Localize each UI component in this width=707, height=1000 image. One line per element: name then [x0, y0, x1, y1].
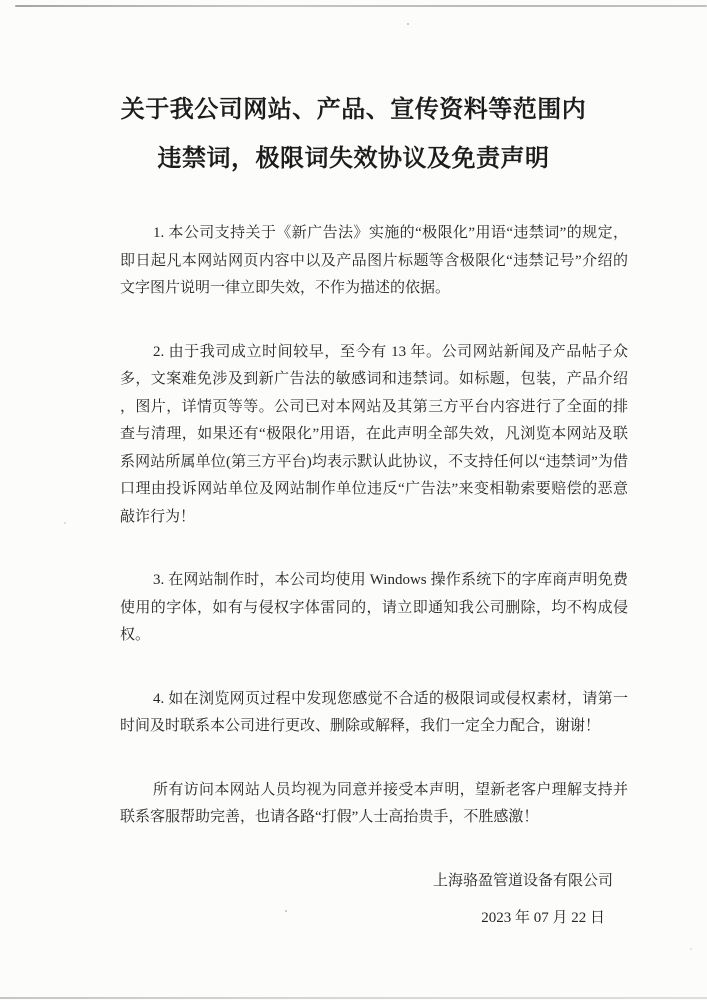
paragraph-2-cleanup-disclaimer: 2. 由于我司成立时间较早，至今有 13 年。公司网站新闻及产品帖子众多，文案难免涉及到新广告法的敏感词和违禁词。如标题，包装，产品介绍 ，图片，详情页等等。公司已对本网站及其第三方平台内容进行了全面的排查与清理，如果还有“极限化”用语，在此声明全部失效，凡浏览本网站及联系网站所属单位(第三方平台)均表示默认此协议，不支持任何以“违禁词”为借口理由投诉网站单位及网站制作单位违反“广告法”来变相勒索要赔偿的恶意敲诈行为！ [120, 343, 628, 525]
document-body [120, 220, 628, 832]
scan-speck [407, 23, 409, 25]
scanner-edge-top-line [15, 5, 707, 7]
signature-date: 2023 年 07 月 22 日 [481, 909, 605, 926]
scanner-edge-bottom-line [0, 997, 707, 999]
paragraph-1-regulation-statement: 1. 本公司支持关于《新广告法》实施的“极限化”用语“违禁词”的规定，即日起凡本网站网页内容中以及产品图片标题等含极限化“违禁记号”介绍的文字图片说明一律立即失效，不作为描述的依据。 [120, 225, 628, 296]
page-title-line-2: 违禁词，极限词失效协议及免责声明 [157, 146, 550, 172]
scan-speck [285, 910, 287, 912]
company-name: 上海骆盈管道设备有限公司 [432, 872, 613, 889]
scan-speck [64, 522, 66, 524]
scan-speck [690, 948, 692, 950]
paragraph-4-contact-request: 4. 如在浏览网页过程中发现您感觉不合适的极限词或侵权素材，请第一时间及时联系本公司进行更改、删除或解释，我们一定全力配合，谢谢！ [120, 690, 628, 734]
signature-block [120, 868, 613, 932]
page-title [60, 86, 647, 184]
paragraph-3-font-usage: 3. 在网站制作时，本公司均使用 Windows 操作系统下的字库商声明免费使用的字体，如有与侵权字体雷同的，请立即通知我公司删除，均不构成侵权。 [120, 572, 628, 643]
paragraph-5-closing-statement: 所有访问本网站人员均视为同意并接受本声明，望新老客户理解支持并联系客服帮助完善，也请各路“打假”人士高抬贵手，不胜感激！ [120, 781, 628, 825]
page-title-line-1: 关于我公司网站、产品、宣传资料等范围内 [120, 97, 587, 123]
